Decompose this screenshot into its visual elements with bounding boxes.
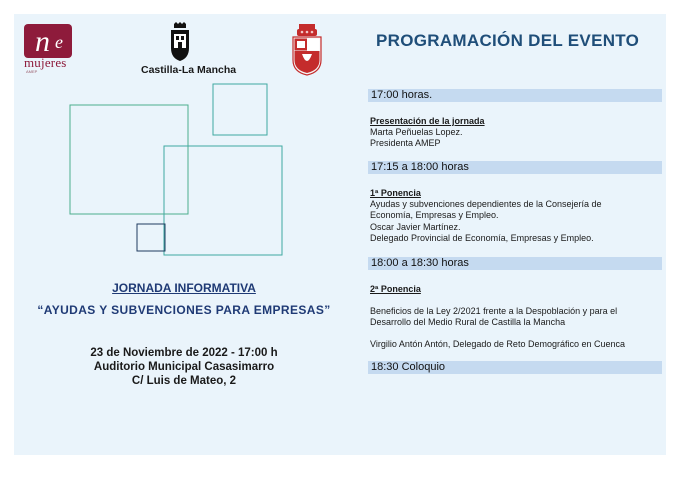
amep-logo [24,24,74,76]
event-title: “AYUDAS Y SUBVENCIONES PARA EMPRESAS” [37,303,331,317]
program-title: PROGRAMACIÓN DEL EVENTO [376,31,640,50]
schedule-time-1: 17:00 horas. [368,89,662,102]
schedule-line: Economía, Empresas y Empleo. [370,210,499,220]
schedule-section-2: 1ª Ponencia [370,188,421,198]
schedule-line: Ayudas y subvenciones dependientes de la Consejería de [370,199,602,209]
castilla-la-mancha-name: Castilla-La Mancha [141,64,237,76]
schedule-section-3: 2ª Ponencia [370,284,421,294]
schedule-line: Desarrollo del Medio Rural de Castilla la Mancha [370,317,566,327]
schedule-line: Oscar Javier Martínez. [370,222,461,232]
schedule-time-4: 18:30 Coloquio [368,361,662,374]
amep-mark-icon [24,24,72,58]
schedule-time-2: 17:15 a 18:00 horas [368,161,662,174]
municipal-crest-icon [290,24,324,76]
schedule-section-1: Presentación de la jornada [370,116,485,126]
castle-shield-icon [168,22,192,62]
castilla-la-mancha-logo [138,22,237,78]
svg-text:e: e [55,32,63,52]
amep-tagline: AMEP [26,69,38,74]
amep-word: mujeres [24,55,67,70]
event-datetime: 23 de Noviembre de 2022 - 17:00 h [90,347,278,359]
event-address: C/ Luis de Mateo, 2 [131,375,237,387]
schedule-line: Presidenta AMEP [370,138,441,148]
schedule-line: Marta Peñuelas Lopez. [370,127,463,137]
schedule-line: Virgilio Antón Antón, Delegado de Reto Demográfico en Cuenca [370,339,626,349]
event-venue: Auditorio Municipal Casasimarro [93,361,275,373]
event-heading: JORNADA INFORMATIVA [112,281,256,295]
schedule-time-3: 18:00 a 18:30 horas [368,257,662,270]
schedule-line: Delegado Provincial de Economía, Empresas y Empleo. [370,233,594,243]
svg-text:n: n [35,25,50,58]
schedule-line: Beneficios de la Ley 2/2021 frente a la Despoblación y para el [370,306,618,316]
